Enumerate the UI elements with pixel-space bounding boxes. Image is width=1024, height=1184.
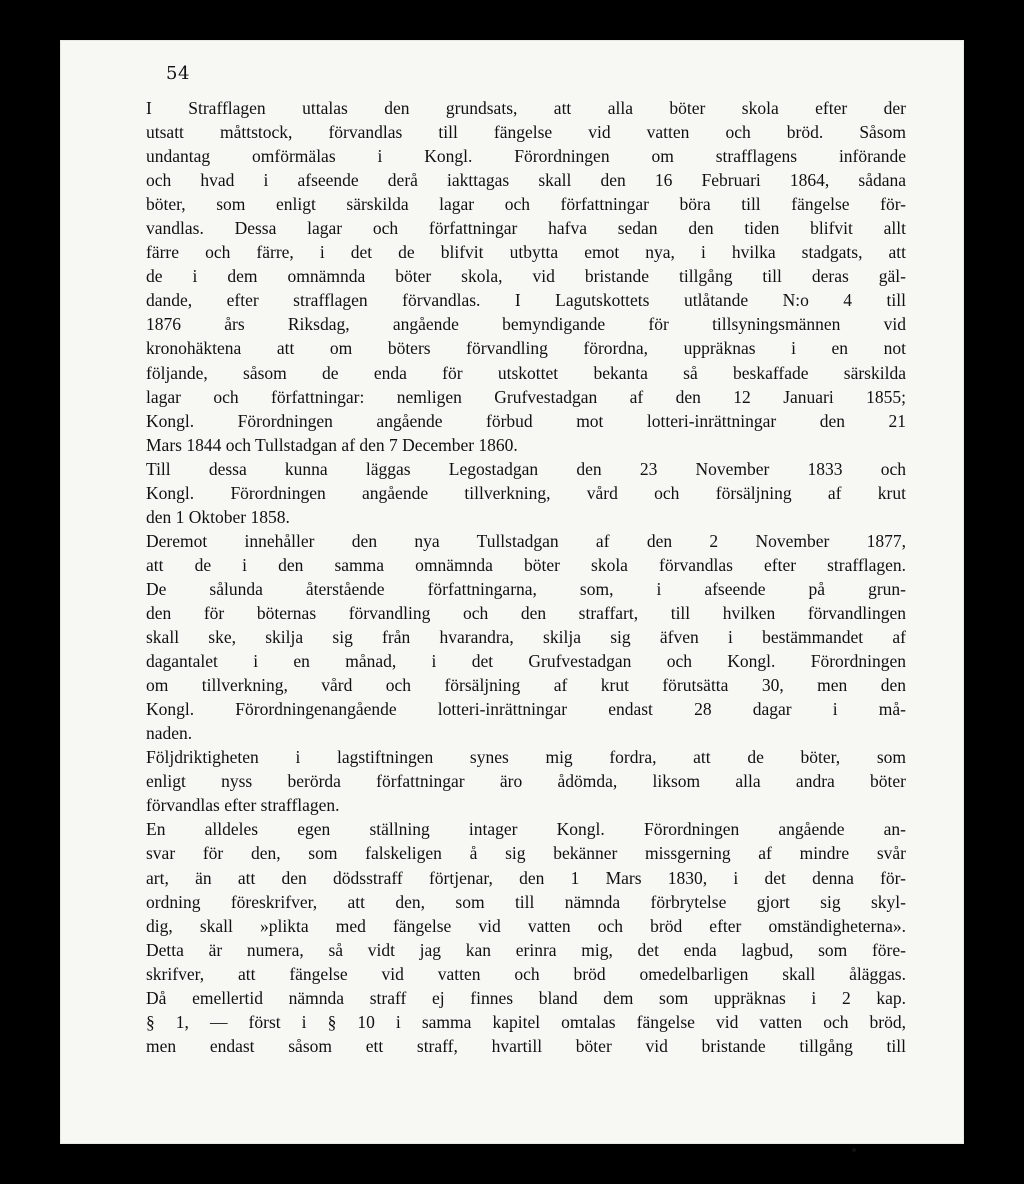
- text-line: De sålunda återstående författningarna, som, i afseende på grun-: [146, 578, 906, 599]
- text-line: kronohäktena att om böters förvandling förordna, uppräknas i en not: [146, 338, 906, 359]
- text-line: men endast såsom ett straff, hvartill böter vid bristande tillgång till: [146, 1035, 906, 1056]
- text-line: den 1 Oktober 1858.: [146, 506, 290, 527]
- text-line: och hvad i afseende derå iakttagas skall den 16 Februari 1864, sådana: [146, 170, 906, 191]
- text-line: En alldeles egen ställning intager Kongl. Förordningen angående an-: [146, 819, 906, 840]
- text-line: Till dessa kunna läggas Legostadgan den 23 November 1833 och: [146, 458, 906, 479]
- text-line: art, än att den dödsstraff förtjenar, den 1 Mars 1830, i det denna för-: [146, 867, 906, 888]
- text-line: Kongl. Förordningenangående lotteri-inrättningar endast 28 dagar i må-: [146, 699, 906, 720]
- text-line: Kongl. Förordningen angående tillverkning, vård och försäljning af krut: [146, 482, 906, 503]
- text-line: de i dem omnämnda böter skola, vid bristande tillgång till deras gäl-: [146, 266, 906, 287]
- text-line: dagantalet i en månad, i det Grufvestadgan och Kongl. Förordningen: [146, 651, 906, 672]
- text-line: ordning föreskrifver, att den, som till nämnda förbrytelse gjort sig skyl-: [146, 891, 906, 912]
- text-line: undantag omförmälas i Kongl. Förordningen om strafflagens införande: [146, 146, 906, 167]
- text-line: Deremot innehåller den nya Tullstadgan af den 2 November 1877,: [146, 530, 906, 551]
- text-line: Kongl. Förordningen angående förbud mot lotteri-inrättningar den 21: [146, 410, 906, 431]
- text-line: följande, såsom de enda för utskottet bekanta så beskaffade särskilda: [146, 362, 906, 383]
- text-line: skrifver, att fängelse vid vatten och bröd omedelbarligen skall åläggas.: [146, 963, 906, 984]
- text-line: Mars 1844 och Tullstadgan af den 7 December 1860.: [146, 434, 518, 455]
- page-number: 54: [166, 63, 190, 84]
- text-line: dig, skall »plikta med fängelse vid vatten och bröd efter omständigheterna».: [146, 915, 906, 936]
- text-line: om tillverkning, vård och försäljning af krut förutsätta 30, men den: [146, 675, 906, 696]
- text-line: svar för den, som falskeligen å sig bekänner missgerning af mindre svår: [146, 843, 906, 864]
- text-line: § 1, — först i § 10 i samma kapitel omtalas fängelse vid vatten och bröd,: [146, 1011, 906, 1032]
- ink-speck: [852, 1148, 856, 1152]
- text-line: den för böternas förvandling och den straffart, till hvilken förvandlingen: [146, 602, 906, 623]
- text-line: I Strafflagen uttalas den grundsats, att alla böter skola efter der: [146, 98, 906, 118]
- text-line: böter, som enligt särskilda lagar och författningar böra till fängelse för-: [146, 194, 906, 215]
- text-line: förvandlas efter strafflagen.: [146, 795, 340, 816]
- text-line: vandlas. Dessa lagar och författningar hafva sedan den tiden blifvit allt: [146, 218, 906, 239]
- text-line: 1876 års Riksdag, angående bemyndigande för tillsyningsmännen vid: [146, 314, 906, 335]
- body-text: [146, 96, 906, 1058]
- text-line: enligt nyss berörda författningar äro ådömda, liksom alla andra böter: [146, 771, 906, 792]
- text-line: Då emellertid nämnda straff ej finnes bland dem som uppräknas i 2 kap.: [146, 987, 906, 1008]
- text-line: dande, efter strafflagen förvandlas. I Lagutskottets utlåtande N:o 4 till: [146, 290, 906, 311]
- text-line: naden.: [146, 723, 193, 744]
- text-line: Följdriktigheten i lagstiftningen synes mig fordra, att de böter, som: [146, 747, 906, 768]
- text-line: lagar och författningar: nemligen Grufvestadgan af den 12 Januari 1855;: [146, 386, 906, 407]
- text-line: Detta är numera, så vidt jag kan erinra mig, det enda lagbud, som före-: [146, 939, 906, 960]
- text-line: färre och färre, i det de blifvit utbytta emot nya, i hvilka stadgats, att: [146, 242, 906, 263]
- text-line: skall ske, skilja sig från hvarandra, skilja sig äfven i bestämmandet af: [146, 627, 906, 648]
- text-line: utsatt måttstock, förvandlas till fängelse vid vatten och bröd. Såsom: [146, 122, 906, 143]
- text-line: att de i den samma omnämnda böter skola förvandlas efter strafflagen.: [146, 554, 906, 575]
